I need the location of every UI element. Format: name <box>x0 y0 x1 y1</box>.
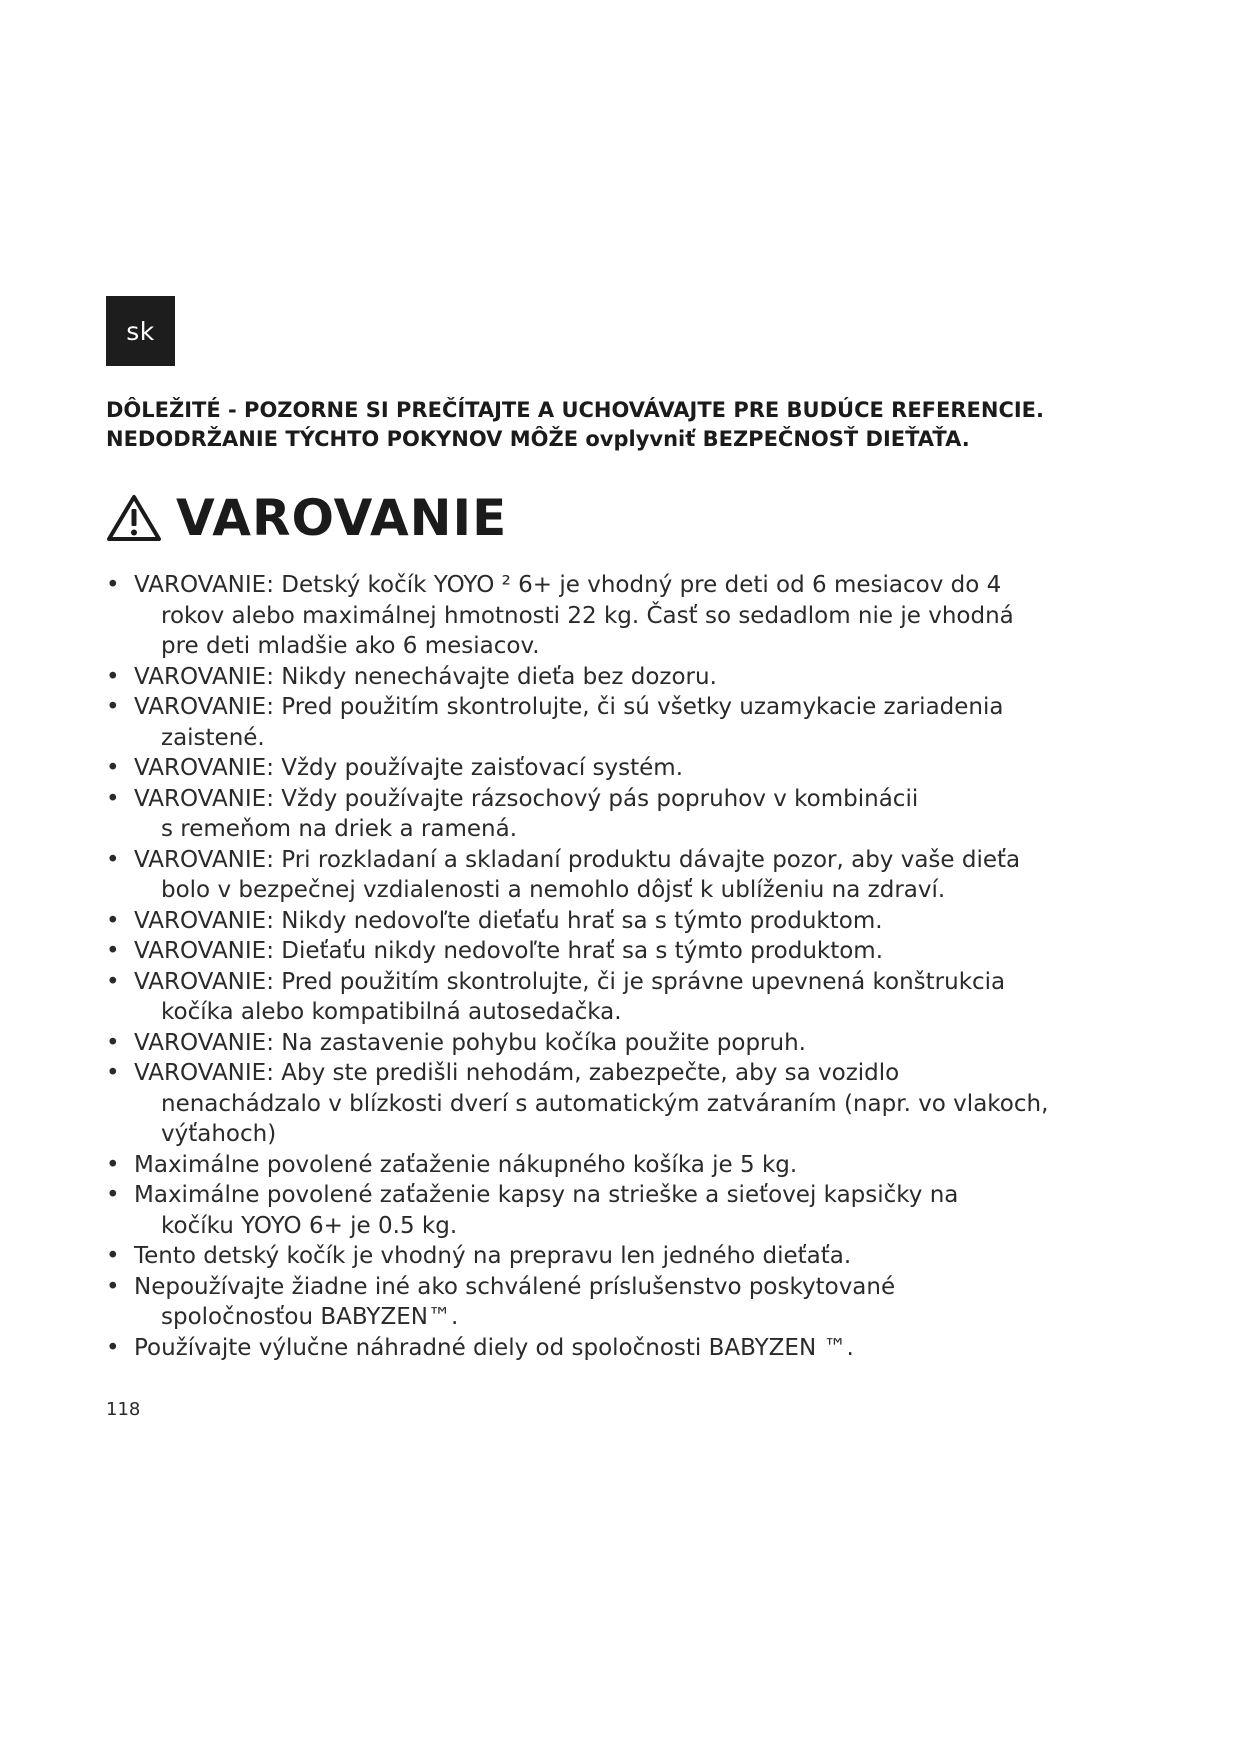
warning-item <box>106 1241 1146 1272</box>
warning-item <box>106 1150 1146 1181</box>
warning-item <box>106 936 1146 967</box>
warning-item <box>106 692 1146 753</box>
bullet: • <box>106 1151 120 1178</box>
language-tag-label: sk <box>126 316 155 346</box>
warning-item <box>106 1028 1146 1059</box>
warning-item <box>106 1333 1146 1364</box>
warning-item-line: pre deti mladšie ako 6 mesiacov. <box>161 633 540 659</box>
bullet: • <box>106 572 120 598</box>
warning-item-line: spoločnosťou BABYZEN™. <box>161 1304 459 1330</box>
warning-item-line: Nepoužívajte žiadne iné ako schválené príslušenstvo poskytované <box>134 1273 896 1300</box>
warnings-list <box>106 570 1146 1363</box>
warning-item <box>106 570 1146 662</box>
bullet: • <box>106 785 120 812</box>
warning-item-line: VAROVANIE: Pri rozkladaní a skladaní produktu dávajte pozor, aby vaše dieťa <box>134 846 1021 873</box>
warning-item-line: VAROVANIE: Dieťaťu nikdy nedovoľte hrať sa s týmto produktom. <box>134 938 884 964</box>
warning-item <box>106 662 1146 693</box>
bullet: • <box>106 1182 120 1208</box>
important-notice-line-1: DÔLEŽITÉ - POZORNE SI PREČÍTAJTE A UCHOVÁVAJTE PRE BUDÚCE REFERENCIE. <box>106 398 1044 422</box>
warning-title: VAROVANIE <box>176 489 508 547</box>
warning-item <box>106 1272 1146 1333</box>
bullet: • <box>106 1029 120 1056</box>
warning-item <box>106 845 1146 906</box>
bullet: • <box>106 663 120 690</box>
warning-item-line: VAROVANIE: Aby ste predišli nehodám, zabezpečte, aby sa vozidlo <box>134 1060 900 1086</box>
warning-item-line: Používajte výlučne náhradné diely od spoločnosti BABYZEN ™. <box>134 1334 854 1361</box>
warning-item-line: Tento detský kočík je vhodný na prepravu len jedného dieťaťa. <box>134 1243 852 1269</box>
warning-item-line: VAROVANIE: Nikdy nedovoľte dieťaťu hrať sa s týmto produktom. <box>134 907 883 934</box>
warning-item <box>106 967 1146 1028</box>
warning-item <box>106 1180 1146 1241</box>
warning-item-line: rokov alebo maximálnej hmotnosti 22 kg. Časť so sedadlom nie je vhodná <box>161 602 1014 629</box>
bullet: • <box>106 907 120 934</box>
warning-item <box>106 753 1146 784</box>
warning-item-line: VAROVANIE: Detský kočík YOYO ² 6+ je vhodný pre deti od 6 mesiacov do 4 <box>134 572 1002 598</box>
warning-item-line: VAROVANIE: Na zastavenie pohybu kočíka použite popruh. <box>134 1029 806 1056</box>
warning-item-line: kočíka alebo kompatibilná autosedačka. <box>161 999 622 1025</box>
bullet: • <box>106 968 120 995</box>
important-notice <box>106 396 1126 454</box>
warning-item-line: VAROVANIE: Nikdy nenechávajte dieťa bez dozoru. <box>134 663 717 690</box>
bullet: • <box>106 938 120 964</box>
warning-item-line: Maximálne povolené zaťaženie nákupného košíka je 5 kg. <box>134 1151 798 1178</box>
warning-item-line: VAROVANIE: Pred použitím skontrolujte, či sú všetky uzamykacie zariadenia <box>134 694 1004 720</box>
warning-item <box>106 906 1146 937</box>
language-tag <box>106 296 175 366</box>
warning-item-line: kočíku YOYO 6+ je 0.5 kg. <box>161 1212 458 1239</box>
warning-item-line: Maximálne povolené zaťaženie kapsy na strieške a sieťovej kapsičky na <box>134 1182 959 1208</box>
bullet: • <box>106 1060 120 1086</box>
warning-item-line: nenachádzalo v blízkosti dverí s automatickým zatváraním (napr. vo vlakoch, <box>161 1090 1049 1117</box>
warning-item <box>106 1058 1146 1150</box>
bullet: • <box>106 1334 120 1361</box>
important-notice-line-2: NEDODRŽANIE TÝCHTO POKYNOV MÔŽE ovplyvniť BEZPEČNOSŤ DIEŤAŤA. <box>106 427 970 451</box>
bullet: • <box>106 755 120 781</box>
warning-heading <box>106 488 507 548</box>
warning-item-line: VAROVANIE: Vždy používajte zaisťovací systém. <box>134 755 684 781</box>
warning-item <box>106 784 1146 845</box>
warning-item-line: zaistené. <box>161 724 265 751</box>
bullet: • <box>106 1243 120 1269</box>
bullet: • <box>106 1273 120 1300</box>
warning-item-line: bolo v bezpečnej vzdialenosti a nemohlo dôjsť k ublíženiu na zdraví. <box>161 877 946 903</box>
bullet: • <box>106 846 120 873</box>
bullet: • <box>106 694 120 720</box>
warning-item-line: VAROVANIE: Vždy používajte rázsochový pás popruhov v kombinácii <box>134 785 919 812</box>
warning-item-line: VAROVANIE: Pred použitím skontrolujte, či je správne upevnená konštrukcia <box>134 968 1006 995</box>
warning-item-line: s remeňom na driek a ramená. <box>161 816 518 842</box>
warning-triangle-icon <box>106 493 162 543</box>
warning-item-line: výťahoch) <box>161 1121 277 1147</box>
page-number: 118 <box>106 1399 141 1420</box>
